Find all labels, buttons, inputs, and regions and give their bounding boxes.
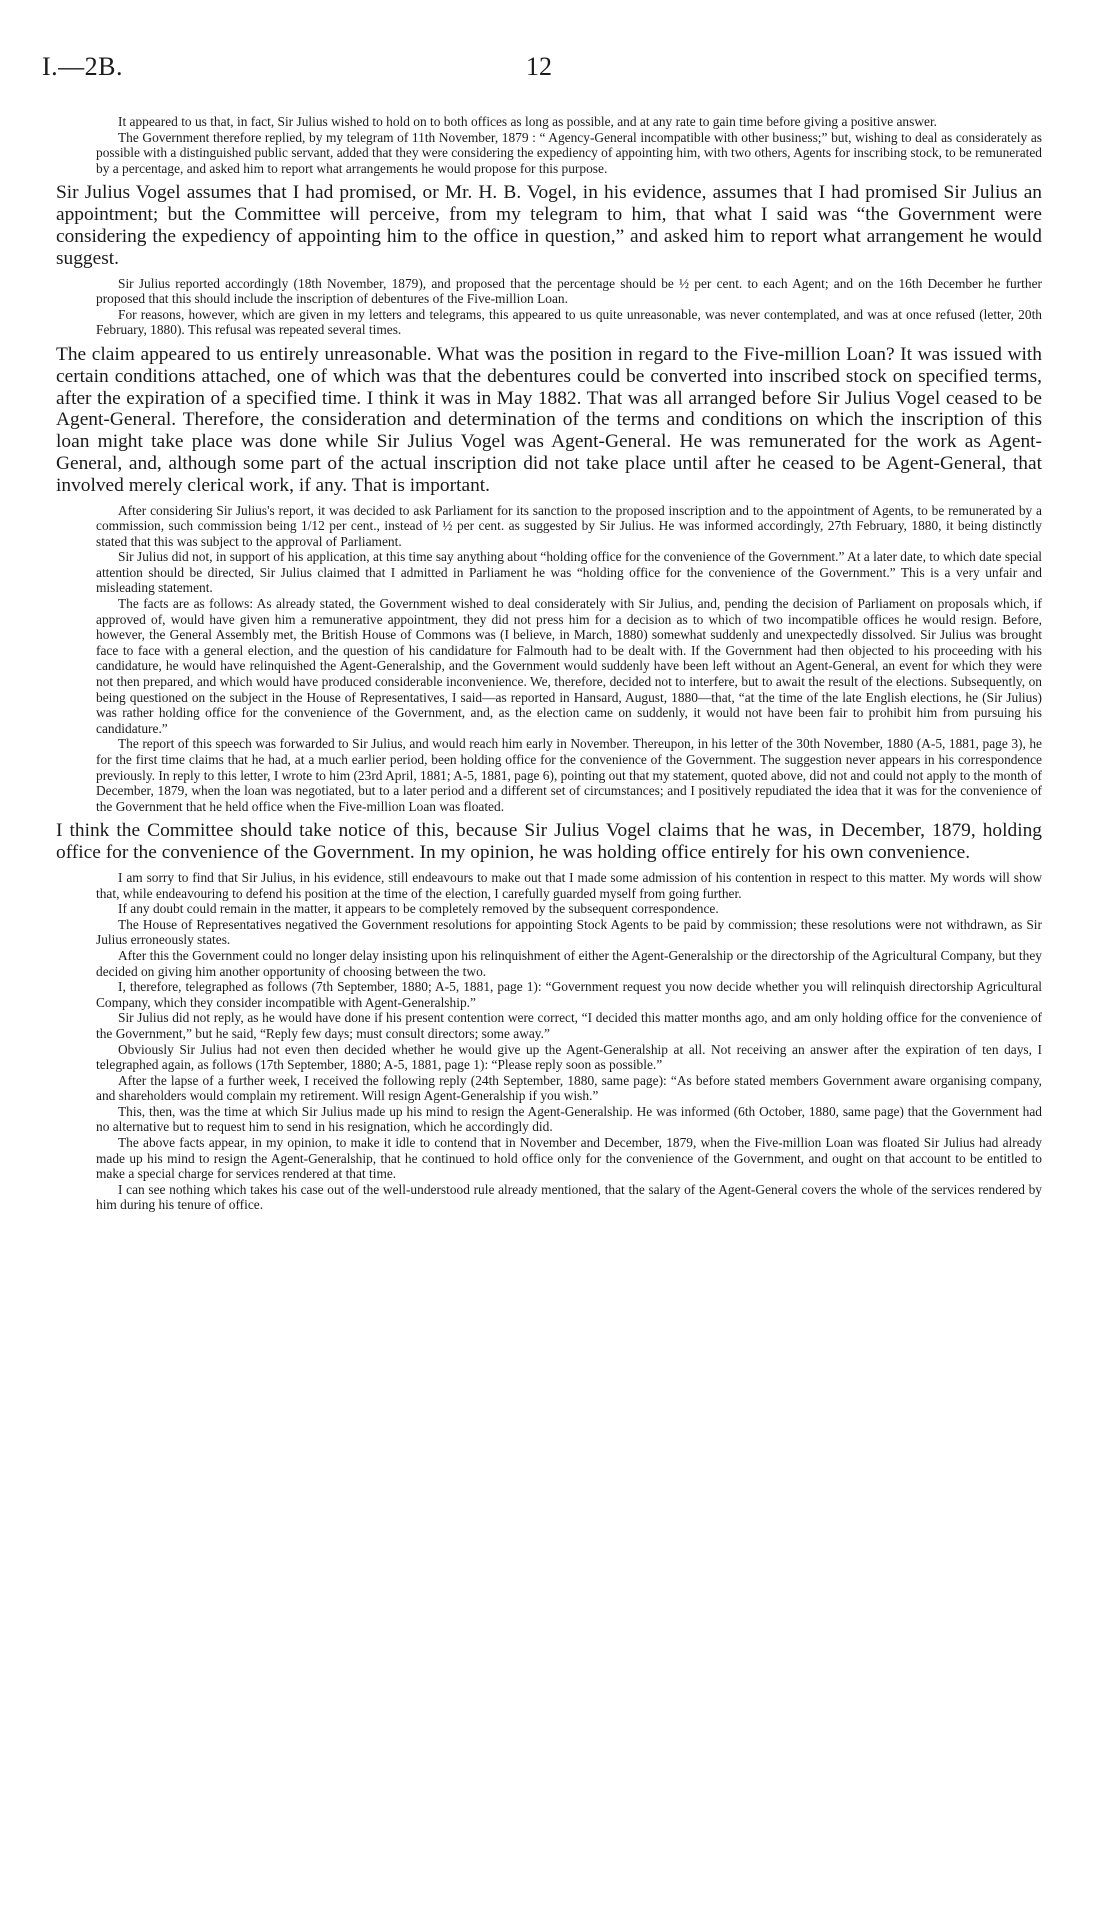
paragraph: This, then, was the time at which Sir Julius made up his mind to resign the Agent-Generalship. He was informed (6th October, 1880, same page) that the Government had no alternative but to request him to send in his resignation, which he accordingly did. [96,1103,1042,1135]
paragraph: I am sorry to find that Sir Julius, in his evidence, still endeavours to make out that I made some admission of his contention in respect to this matter. My words will show that, while endeavouring to defend his position at the time of the election, I carefully guarded myself from going further. [96,869,1042,901]
document-reference: I.—2B. [42,52,123,81]
paragraph: After considering Sir Julius's report, it was decided to ask Parliament for its sanction to the proposed inscription and to the appointment of Agents, to be remunerated by a commission, such commission being 1/12 per cent., instead of ½ per cent. as suggested by Sir Julius. He was informed accordingly, 27th February, 1880, it being distinctly stated that this was subject to the approval of Parliament. [96,502,1042,549]
paragraph: The facts are as follows: As already stated, the Government wished to deal considerately with Sir Julius, and, pending the decision of Parliament on proposals which, if approved of, would have given him a remunerative appointment, they did not press him for a decision as to which of two incompatible offices he would resign. Before, however, the General Assembly met, the British House of Commons was (I believe, in March, 1880) somewhat suddenly and unexpectedly dissolved. Sir Julius was brought face to face with a general election, and the question of his candidature for Falmouth had to be dealt with. If the Government had then objected to his proceeding with his candidature, he would have relinquished the Agent-Generalship, and the Government would suddenly have been left without an Agent-General, an event for which they were not then prepared, and which would have produced considerable inconvenience. We, therefore, decided not to interfere, but to await the result of the elections. Subsequently, on being questioned on the subject in the House of Representatives, I said—as reported in Hansard, August, 1880—that, “at the time of the late English elections, he (Sir Julius) was rather holding office for the convenience of the Government, and, as the election came on suddenly, it would not have been fair to prohibit him from pursuing his candidature.” [96,596,1042,736]
paragraph: The Government therefore replied, by my telegram of 11th November, 1879 : “ Agency-General incompatible with other business;” but, wishing to deal as considerately as possible with a distinguished public servant, added that they were considering the expediency of appointing him, with two others, Agents for inscribing stock, to be remunerated by a percentage, and asked him to report what arrangements he would propose for this purpose. [96,129,1042,176]
paragraph: Sir Julius reported accordingly (18th November, 1879), and proposed that the percentage should be ½ per cent. to each Agent; and on the 16th December he further proposed that this should include the inscription of debentures of the Five-million Loan. [96,275,1042,307]
paragraph: I, therefore, telegraphed as follows (7th September, 1880; A-5, 1881, page 1): “Government request you now decide whether you will relinquish directorship Agricultural Company, which they consider incompatible with Agent-Generalship.” [96,979,1042,1010]
paragraph-evidence: Sir Julius Vogel assumes that I had promised, or Mr. H. B. Vogel, in his evidence, assumes that I had promised Sir Julius an appointment; but the Committee will perceive, from my telegram to him, that what I said was “the Government were considering the expediency of appointing him to the office in question,” and asked him to report what arrangement he would suggest. [56,182,1042,269]
paragraph: For reasons, however, which are given in my letters and telegrams, this appeared to us quite unreasonable, was never contemplated, and was at once refused (letter, 20th February, 1880). This refusal was repeated several times. [96,306,1042,338]
page-header [42,52,1042,114]
paragraph: After this the Government could no longer delay insisting upon his relinquishment of either the Agent-Generalship or the directorship of the Agricultural Company, but they decided on giving him another opportunity of choosing between the two. [96,947,1042,979]
page-number: 12 [526,52,552,81]
paragraph: If any doubt could remain in the matter, it appears to be completely removed by the subsequent correspondence. [118,901,719,917]
document-body [56,114,1042,1213]
paragraph: The report of this speech was forwarded to Sir Julius, and would reach him early in November. Thereupon, in his letter of the 30th November, 1880 (A-5, 1881, page 3), he for the first time claims that he had, at a much earlier period, been holding office for the convenience of the Government. The suggestion never appears in his correspondence previously. In reply to this letter, I wrote to him (23rd April, 1881; A-5, 1881, page 6), pointing out that my statement, quoted above, did not and could not apply to the month of December, 1879, when the loan was negotiated, but to a later period and a different set of circumstances; and I positively repudiated the idea that it was for the convenience of the Government that he held office when the Five-million Loan was floated. [96,736,1042,814]
paragraph: The House of Representatives negatived the Government resolutions for appointing Stock Agents to be paid by commission; these resolutions were not withdrawn, as Sir Julius erroneously states. [96,916,1042,948]
paragraph-evidence: The claim appeared to us entirely unreasonable. What was the position in regard to the Five-million Loan? It was issued with certain conditions attached, one of which was that the debentures could be converted into inscribed stock on specified terms, after the expiration of a specified time. I think it was in May 1882. That was all arranged before Sir Julius Vogel ceased to be Agent-General. Therefore, the consideration and determination of the terms and conditions on which the inscription of this loan might take place was done while Sir Julius Vogel was Agent-General. He was remunerated for the work as Agent-General, and, although some part of the actual inscription did not take place until after he ceased to be Agent-General, that involved merely clerical work, if any. That is important. [56,343,1042,496]
paragraph: It appeared to us that, in fact, Sir Julius wished to hold on to both offices as long as possible, and at any rate to gain time before giving a positive answer. [118,114,938,129]
paragraph: The above facts appear, in my opinion, to make it idle to contend that in November and December, 1879, when the Five-million Loan was floated Sir Julius had already made up his mind to resign the Agent-Generalship, that he continued to hold office only for the convenience of the Government, and ought on that account to be entitled to make a special charge for services rendered at that time. [96,1135,1042,1182]
paragraph: Obviously Sir Julius had not even then decided whether he would give up the Agent-Generalship at all. Not receiving an answer after the expiration of ten days, I telegraphed again, as follows (17th September, 1880; A-5, 1881, page 1): “Please reply soon as possible.” [96,1041,1042,1073]
paragraph: I can see nothing which takes his case out of the well-understood rule already mentioned, that the salary of the Agent-General covers the whole of the services rendered by him during his tenure of office. [96,1181,1042,1213]
paragraph: After the lapse of a further week, I received the following reply (24th September, 1880, same page): “As before stated members Government aware organising company, and shareholders would complain my retirement. Will resign Agent-Generalship if you wish.” [96,1072,1042,1104]
paragraph: Sir Julius did not reply, as he would have done if his present contention were correct, “I decided this matter months ago, and am only holding office for the convenience of the Government,” but he said, “Reply few days; must consult directors; some away.” [96,1010,1042,1041]
paragraph-evidence: I think the Committee should take notice of this, because Sir Julius Vogel claims that he was, in December, 1879, holding office for the convenience of the Government. In my opinion, he was holding office entirely for his own convenience. [56,820,1042,864]
paragraph: Sir Julius did not, in support of his application, at this time say anything about “holding office for the convenience of the Government.” At a later date, to which date special attention should be directed, Sir Julius claimed that I admitted in Parliament he was “holding office for the convenience of the Government.” This is a very unfair and misleading statement. [96,549,1042,596]
